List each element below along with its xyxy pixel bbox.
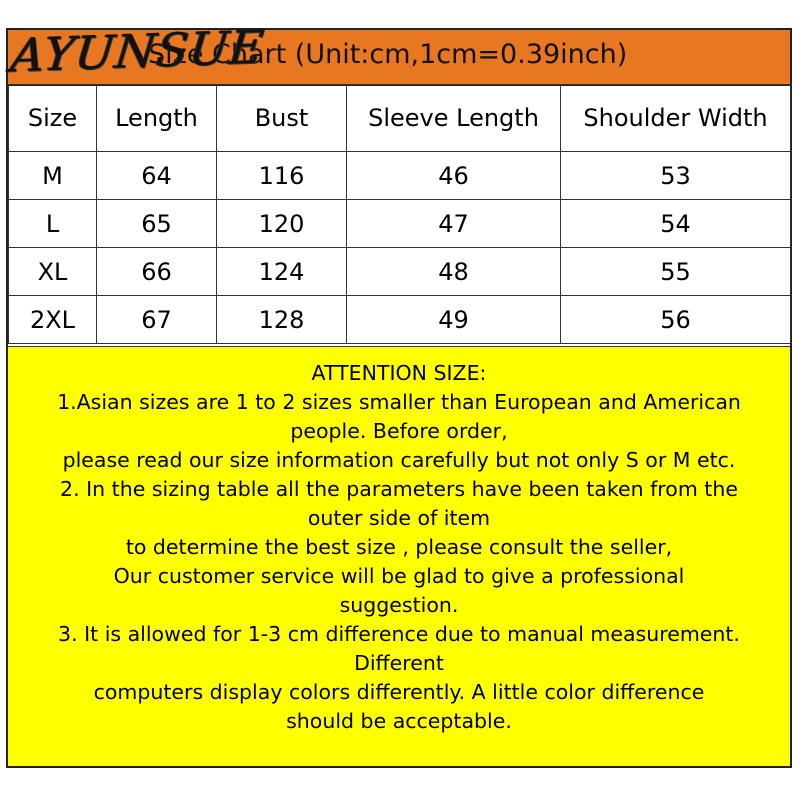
notice-line: Different [354,651,444,675]
table-cell: 116 [217,152,347,200]
notice-line: 2. In the sizing table all the parameters have been taken from the [60,477,738,501]
notice-line: 1.Asian sizes are 1 to 2 sizes smaller than European and American [57,390,741,414]
table-row [9,200,791,248]
table-cell: L [9,200,97,248]
column-header-shoulder-width: Shoulder Width [561,85,791,152]
size-table [8,84,791,344]
table-cell: 67 [97,296,217,344]
attention-notice [8,346,790,766]
table-cell: 55 [561,248,791,296]
table-cell: 56 [561,296,791,344]
notice-line: computers display colors differently. A little color difference [93,680,705,704]
table-cell: M [9,152,97,200]
brand-logo: AYUNSUE [8,19,267,83]
table-header-row [9,85,791,152]
table-cell: 46 [347,152,561,200]
table-cell: 124 [217,248,347,296]
table-row [9,296,791,344]
size-chart [6,19,792,768]
table-cell: 120 [217,200,347,248]
notice-line: 3. It is allowed for 1-3 cm difference due to manual measurement. [58,622,740,646]
notice-line: should be acceptable. [286,709,512,733]
notice-line: outer side of item [307,506,491,530]
notice-line: please read our size information carefully but not only S or M etc. [62,448,736,472]
table-row [9,152,791,200]
table-cell: 53 [561,152,791,200]
notice-line: people. Before order, [290,419,508,443]
notice-line: suggestion. [339,593,459,617]
column-header-length: Length [97,85,217,152]
table-cell: 65 [97,200,217,248]
column-header-sleeve-length: Sleeve Length [347,85,561,152]
table-row [9,248,791,296]
table-cell: 49 [347,296,561,344]
table-cell: 48 [347,248,561,296]
table-cell: XL [9,248,97,296]
table-cell: 64 [97,152,217,200]
table-cell: 66 [97,248,217,296]
table-cell: 2XL [9,296,97,344]
table-cell: 128 [217,296,347,344]
notice-line: Our customer service will be glad to give a professional [113,564,685,588]
size-chart-title: Size Chart (Unit:cm,1cm=0.39inch) [148,39,628,70]
column-header-size: Size [9,85,97,152]
size-chart-header [8,19,790,86]
table-cell: 47 [347,200,561,248]
notice-line: to determine the best size , please consult the seller, [125,535,673,559]
notice-heading: ATTENTION SIZE: [311,361,487,385]
table-cell: 54 [561,200,791,248]
column-header-bust: Bust [217,85,347,152]
